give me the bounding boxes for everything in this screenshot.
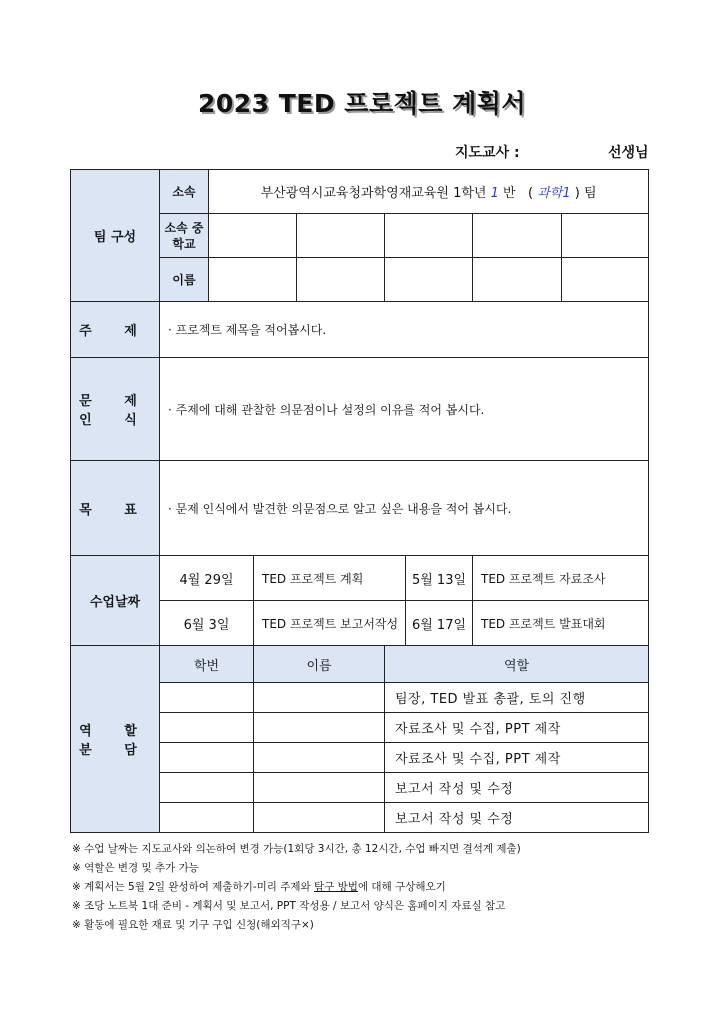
team-name[interactable]: 과학1 xyxy=(537,186,571,201)
note-text: ※ 계획서는 5월 2일 완성하여 제출하기-미리 주제와 xyxy=(72,881,315,893)
notes xyxy=(72,840,521,935)
role-id-cell[interactable] xyxy=(160,803,254,833)
schedule-date: 4월 29일 xyxy=(160,556,254,601)
topic-text[interactable]: · 프로젝트 제목을 적어봅시다. xyxy=(160,302,649,358)
note-text: 에 대해 구상해오기 xyxy=(357,881,446,893)
affiliation-label: 소속 xyxy=(160,170,209,214)
problem-text[interactable]: · 주제에 대해 관찰한 의문점이나 설정의 이유를 적어 봅시다. xyxy=(160,358,649,461)
page-title: 2023 TED 프로젝트 계획서 xyxy=(197,89,527,118)
paren-close: ) xyxy=(574,186,580,201)
affiliation-value xyxy=(209,170,649,214)
school-cell-4[interactable] xyxy=(473,214,562,258)
teacher-label: 지도교사 : xyxy=(455,145,520,161)
role-cell: 보고서 작성 및 수정 xyxy=(385,773,649,803)
role-id-cell[interactable] xyxy=(160,683,254,713)
note-underlined: 탐구 방법 xyxy=(314,881,358,893)
role-cell: 보고서 작성 및 수정 xyxy=(385,803,649,833)
schedule-label: 수업날짜 xyxy=(71,556,160,646)
roles-label-line1: 역 할 xyxy=(79,724,151,739)
schedule-event: TED 프로젝트 자료조사 xyxy=(473,556,649,601)
note-item: ※ 역할은 변경 및 추가 가능 xyxy=(72,862,199,874)
roles-header-id: 학번 xyxy=(160,646,254,683)
name-cell-4[interactable] xyxy=(473,258,562,302)
note-item: ※ 활동에 필요한 재료 및 기구 구입 신청(해외직구×) xyxy=(72,919,314,931)
problem-label-line1: 문 제 xyxy=(79,394,151,409)
paren-open: ( xyxy=(527,186,534,201)
note-item: ※ 수업 날짜는 지도교사와 의논하여 변경 가능(1회당 3시간, 총 12시간, 수업 빠지면 결석계 제출) xyxy=(72,843,521,855)
schedule-date: 6월 3일 xyxy=(160,601,254,646)
name-cell-1[interactable] xyxy=(209,258,297,302)
class-number[interactable]: 1 xyxy=(490,186,499,201)
school-label: 소속 중학교 xyxy=(160,214,209,258)
role-cell: 자료조사 및 수집, PPT 제작 xyxy=(385,713,649,743)
role-id-cell[interactable] xyxy=(160,743,254,773)
roles-header-role: 역할 xyxy=(385,646,649,683)
problem-label xyxy=(71,358,160,461)
role-cell: 자료조사 및 수집, PPT 제작 xyxy=(385,743,649,773)
teacher-suffix: 선생님 xyxy=(608,145,649,161)
school-cell-5[interactable] xyxy=(562,214,649,258)
note-item xyxy=(72,878,521,897)
class-word: 반 xyxy=(503,186,516,201)
name-cell-3[interactable] xyxy=(385,258,473,302)
name-cell-2[interactable] xyxy=(297,258,385,302)
roles-header-name: 이름 xyxy=(254,646,385,683)
role-name-cell[interactable] xyxy=(254,713,385,743)
role-name-cell[interactable] xyxy=(254,683,385,713)
schedule-event: TED 프로젝트 보고서작성 xyxy=(254,601,406,646)
role-cell: 팀장, TED 발표 총괄, 토의 진행 xyxy=(385,683,649,713)
roles-label xyxy=(71,646,160,833)
plan-table xyxy=(70,169,649,833)
name-label: 이름 xyxy=(160,258,209,302)
problem-label-line2: 인 식 xyxy=(79,413,151,428)
school-cell-3[interactable] xyxy=(385,214,473,258)
name-cell-5[interactable] xyxy=(562,258,649,302)
schedule-event: TED 프로젝트 계획 xyxy=(254,556,406,601)
note-item: ※ 조당 노트북 1대 준비 - 계획서 및 보고서, PPT 작성용 / 보고서 양식은 홈페이지 자료실 참고 xyxy=(72,900,506,912)
school-cell-2[interactable] xyxy=(297,214,385,258)
team-word: 팀 xyxy=(583,186,597,201)
team-label: 팀 구성 xyxy=(71,170,160,302)
role-name-cell[interactable] xyxy=(254,773,385,803)
topic-label: 주 제 xyxy=(71,302,160,358)
goal-text[interactable]: · 문제 인식에서 발견한 의문점으로 알고 싶은 내용을 적어 봅시다. xyxy=(160,461,649,556)
schedule-date: 6월 17일 xyxy=(406,601,473,646)
role-id-cell[interactable] xyxy=(160,773,254,803)
role-id-cell[interactable] xyxy=(160,713,254,743)
goal-label: 목 표 xyxy=(71,461,160,556)
roles-label-line2: 분 담 xyxy=(79,743,151,758)
school-cell-1[interactable] xyxy=(209,214,297,258)
schedule-date: 5월 13일 xyxy=(406,556,473,601)
affiliation-prefix: 부산광역시교육청과학영재교육원 1학년 xyxy=(260,186,487,201)
role-name-cell[interactable] xyxy=(254,743,385,773)
schedule-event: TED 프로젝트 발표대회 xyxy=(473,601,649,646)
role-name-cell[interactable] xyxy=(254,803,385,833)
